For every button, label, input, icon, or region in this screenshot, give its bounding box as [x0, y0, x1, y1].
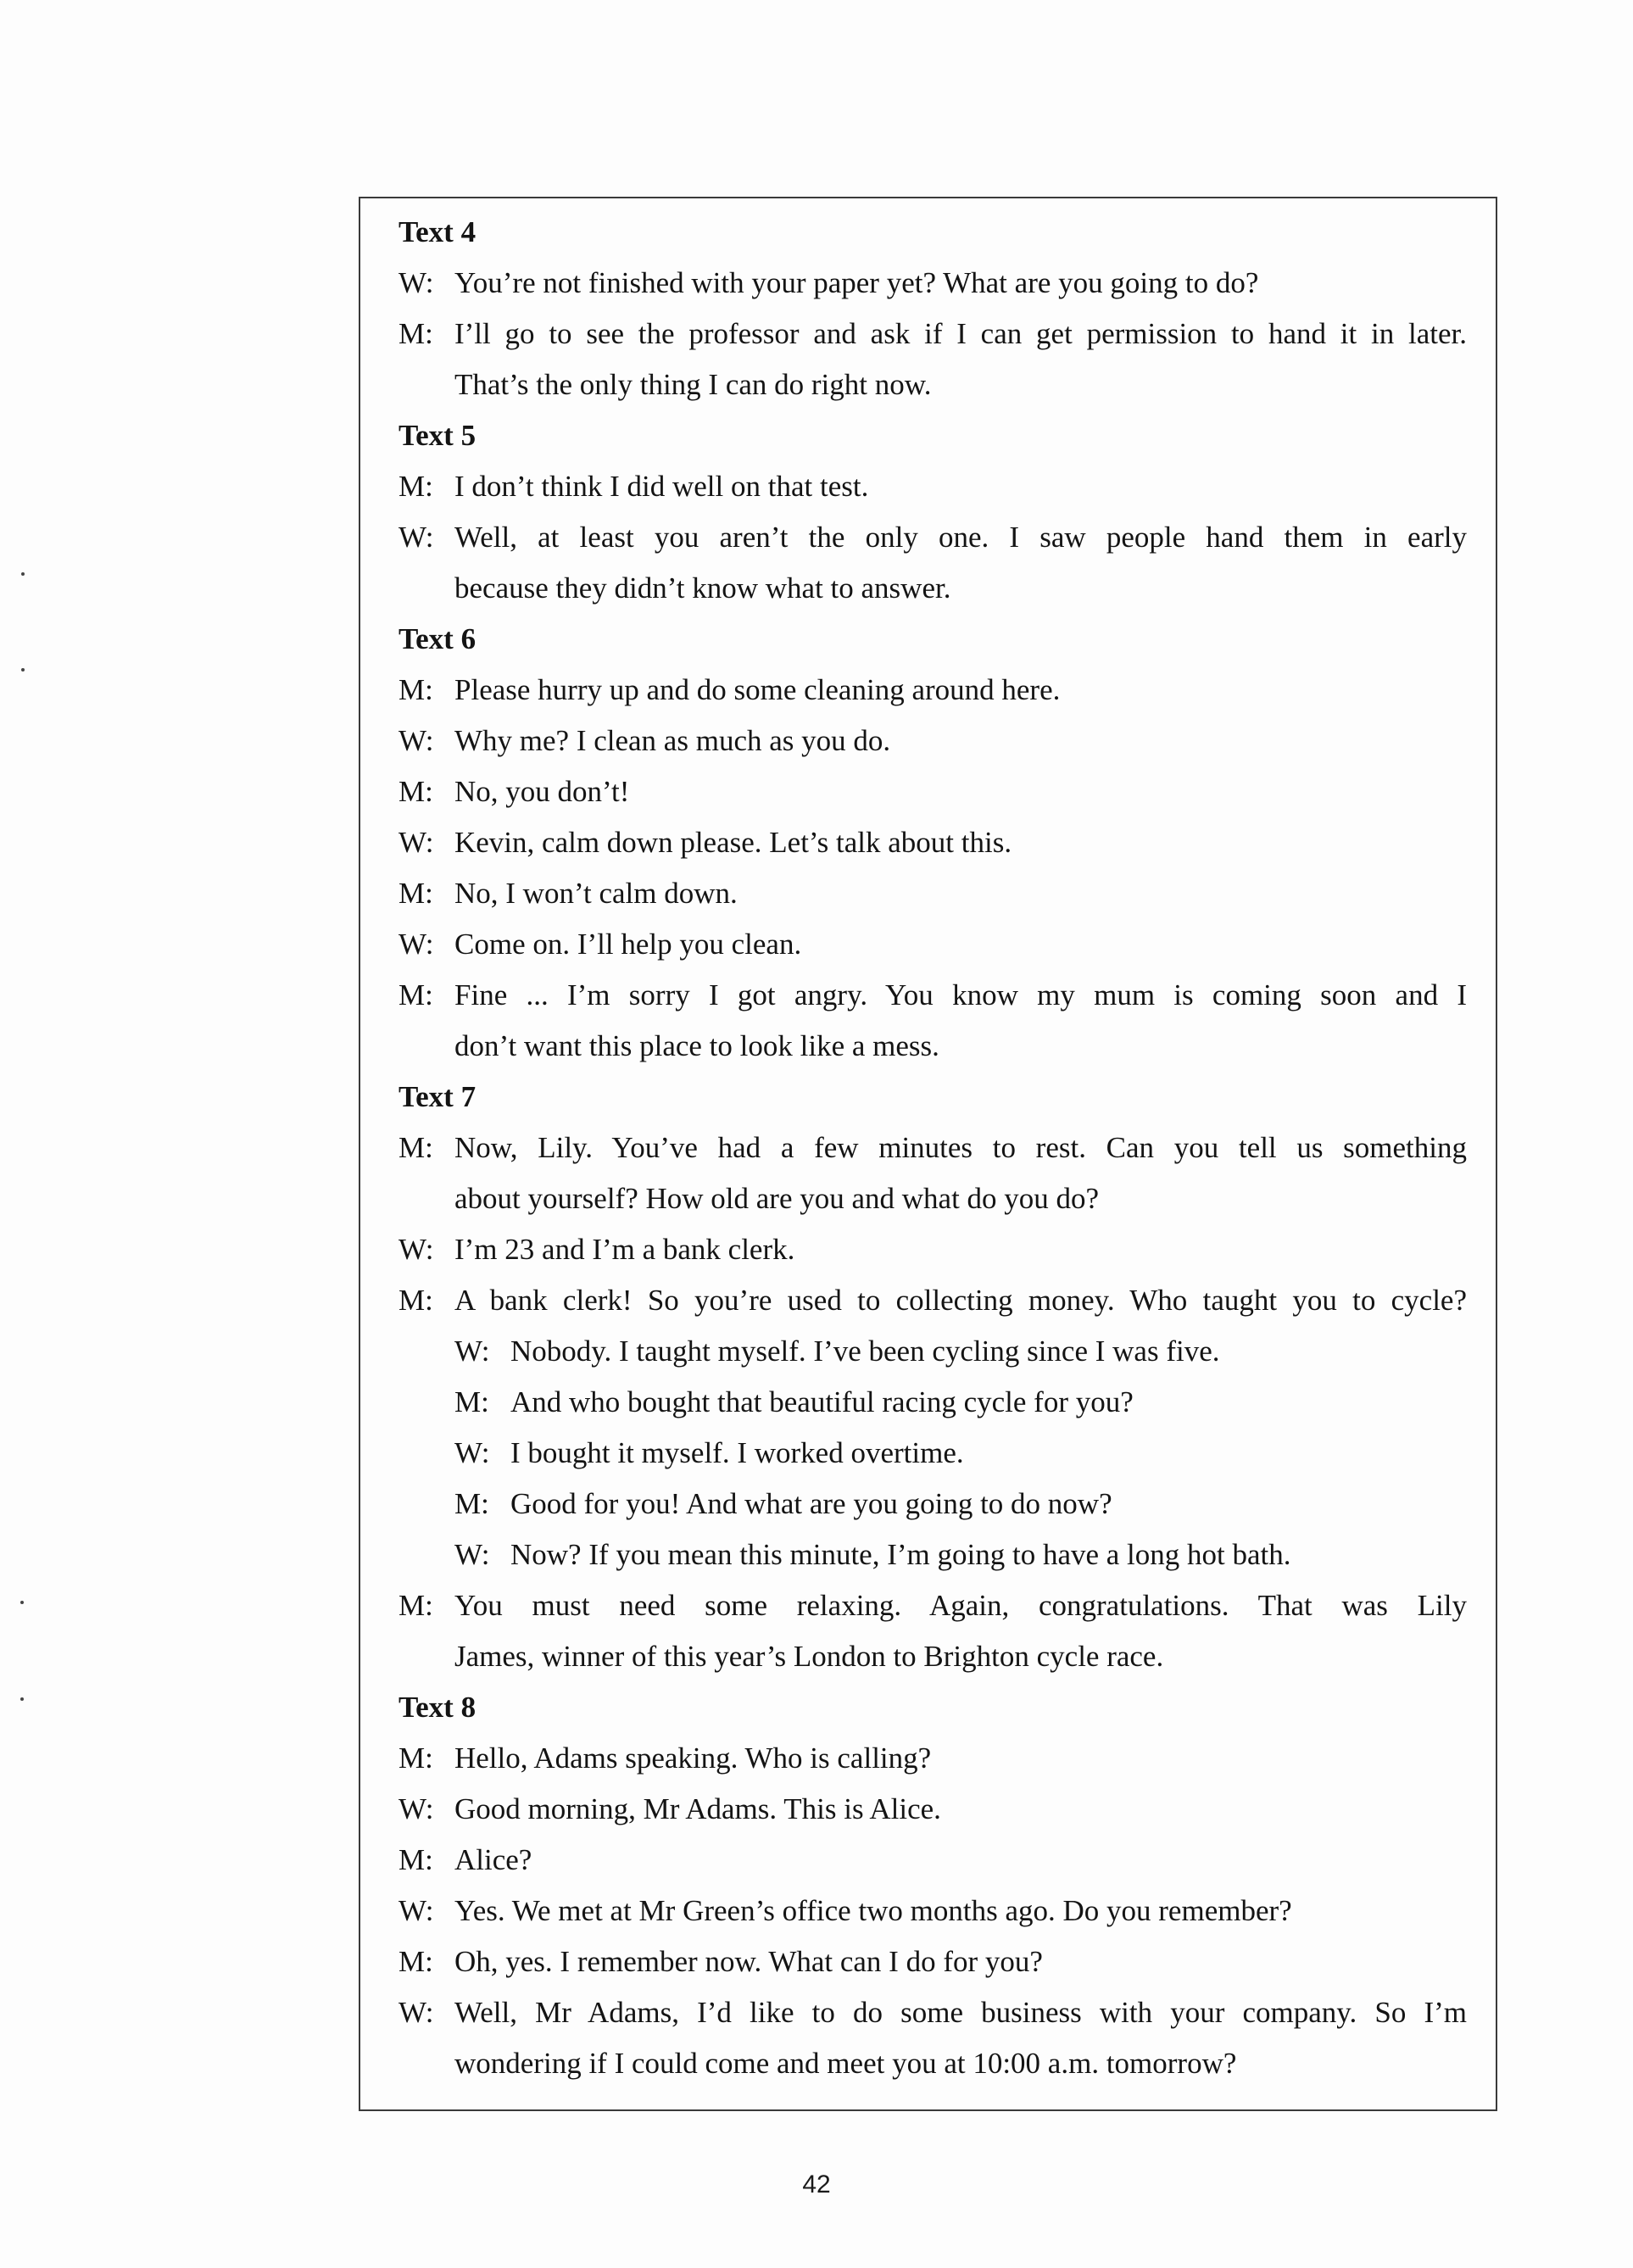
- speaker-label: W:: [398, 1894, 434, 1927]
- dialogue-line: [398, 1580, 1467, 1631]
- speaker-label: W:: [398, 521, 434, 554]
- dialogue-line: [398, 1326, 1467, 1377]
- dialogue-line: [398, 461, 1467, 512]
- dialogue-text: I’m 23 and I’m a bank clerk.: [454, 1233, 795, 1266]
- speaker-label: M:: [454, 1385, 489, 1418]
- dialogue-continuation: because they didn’t know what to answer.: [454, 571, 951, 605]
- dialogue-line: [398, 817, 1467, 868]
- section-heading: Text 5: [398, 419, 477, 452]
- dialogue-text: I don’t think I did well on that test.: [454, 470, 869, 503]
- speaker-label: W:: [454, 1436, 490, 1469]
- speaker-label: M:: [398, 1589, 433, 1622]
- dialogue-line: [398, 1733, 1467, 1784]
- dialogue-continuation: about yourself? How old are you and what do you do?: [454, 1182, 1100, 1215]
- speaker-label: M:: [398, 978, 433, 1011]
- dialogue-line: [398, 1886, 1467, 1936]
- dialogue-line: [398, 309, 1467, 359]
- speaker-label: M:: [398, 1843, 433, 1876]
- speaker-label: M:: [398, 1945, 433, 1978]
- speaker-label: W:: [454, 1335, 490, 1368]
- dialogue-text: Now, Lily. You’ve had a few minutes to rest. Can you tell us something: [454, 1131, 1467, 1164]
- dialogue-text: Well, at least you aren’t the only one. I saw people hand them in early: [454, 521, 1467, 554]
- dialogue-line: [398, 1936, 1467, 1987]
- section-heading: Text 4: [398, 215, 477, 248]
- dialogue-line: [398, 258, 1467, 309]
- margin-dot: [21, 668, 25, 671]
- dialogue-continuation: wondering if I could come and meet you at 10:00 a.m. tomorrow?: [454, 2047, 1237, 2080]
- dialogue-text: You must need some relaxing. Again, congratulations. That was Lily: [454, 1589, 1467, 1622]
- dialogue-text: Oh, yes. I remember now. What can I do for you?: [454, 1945, 1043, 1978]
- dialogue-text: Please hurry up and do some cleaning around here.: [454, 673, 1061, 706]
- section-heading: Text 8: [398, 1691, 477, 1724]
- speaker-label: M:: [398, 673, 433, 706]
- section-heading: Text 7: [398, 1080, 477, 1113]
- speaker-label: W:: [398, 1792, 434, 1825]
- dialogue-line: [398, 1377, 1467, 1428]
- speaker-label: M:: [398, 470, 433, 503]
- dialogue-continuation: James, winner of this year’s London to Brighton cycle race.: [454, 1640, 1164, 1673]
- dialogue-text: Hello, Adams speaking. Who is calling?: [454, 1741, 932, 1775]
- dialogue-text: And who bought that beautiful racing cycle for you?: [510, 1385, 1134, 1418]
- speaker-label: M:: [398, 877, 433, 910]
- dialogue-text: Now? If you mean this minute, I’m going to have a long hot bath.: [510, 1538, 1291, 1571]
- speaker-label: M:: [398, 1741, 433, 1775]
- dialogue-continuation: don’t want this place to look like a mess.: [454, 1029, 939, 1062]
- speaker-label: W:: [454, 1538, 490, 1571]
- dialogue-line: [398, 868, 1467, 919]
- dialogue-text: You’re not finished with your paper yet? What are you going to do?: [454, 266, 1259, 299]
- dialogue-line: [398, 1530, 1467, 1580]
- dialogue-line: [398, 1224, 1467, 1275]
- dialogue-line: [398, 1275, 1467, 1326]
- dialogue-line: [398, 512, 1467, 563]
- dialogue-line: [398, 1123, 1467, 1173]
- dialogue-line: [398, 1987, 1467, 2038]
- dialogue-continuation: That’s the only thing I can do right now.: [454, 368, 932, 401]
- dialogue-line: [398, 1428, 1467, 1479]
- speaker-label: W:: [398, 1233, 434, 1266]
- margin-dot: [20, 1697, 24, 1701]
- speaker-label: M:: [398, 775, 433, 808]
- dialogue-text: Why me? I clean as much as you do.: [454, 724, 891, 757]
- dialogue-text: No, I won’t calm down.: [454, 877, 738, 910]
- dialogue-line: [398, 970, 1467, 1021]
- section-heading: Text 6: [398, 622, 477, 655]
- speaker-label: W:: [398, 1996, 434, 2029]
- dialogue-text: Come on. I’ll help you clean.: [454, 928, 802, 961]
- margin-dot: [20, 1601, 24, 1604]
- dialogue-line: [398, 766, 1467, 817]
- margin-dot: [21, 572, 25, 576]
- dialogue-line: [398, 1835, 1467, 1886]
- dialogue-text: A bank clerk! So you’re used to collecting money. Who taught you to cycle?: [454, 1284, 1467, 1317]
- dialogue-text: Alice?: [454, 1843, 532, 1876]
- speaker-label: M:: [398, 1284, 433, 1317]
- speaker-label: W:: [398, 724, 434, 757]
- speaker-label: W:: [398, 826, 434, 859]
- speaker-label: W:: [398, 928, 434, 961]
- dialogue-text: I’ll go to see the professor and ask if I can get permission to hand it in later.: [454, 317, 1467, 350]
- transcript-box: [359, 197, 1497, 2111]
- speaker-label: M:: [398, 317, 433, 350]
- dialogue-text: I bought it myself. I worked overtime.: [510, 1436, 964, 1469]
- dialogue-text: No, you don’t!: [454, 775, 630, 808]
- speaker-label: M:: [454, 1487, 489, 1520]
- dialogue-line: [398, 1784, 1467, 1835]
- page-number: 42: [802, 2170, 831, 2198]
- dialogue-line: [398, 1479, 1467, 1530]
- dialogue-line: [398, 716, 1467, 766]
- dialogue-text: Yes. We met at Mr Green’s office two months ago. Do you remember?: [454, 1894, 1292, 1927]
- dialogue-line: [398, 665, 1467, 716]
- dialogue-text: Good for you! And what are you going to do now?: [510, 1487, 1112, 1520]
- dialogue-text: Nobody. I taught myself. I’ve been cycling since I was five.: [510, 1335, 1220, 1368]
- dialogue-line: [398, 919, 1467, 970]
- dialogue-text: Good morning, Mr Adams. This is Alice.: [454, 1792, 941, 1825]
- dialogue-text: Fine ... I’m sorry I got angry. You know my mum is coming soon and I: [454, 978, 1467, 1011]
- speaker-label: W:: [398, 266, 434, 299]
- speaker-label: M:: [398, 1131, 433, 1164]
- dialogue-text: Well, Mr Adams, I’d like to do some business with your company. So I’m: [454, 1996, 1467, 2029]
- dialogue-text: Kevin, calm down please. Let’s talk about this.: [454, 826, 1012, 859]
